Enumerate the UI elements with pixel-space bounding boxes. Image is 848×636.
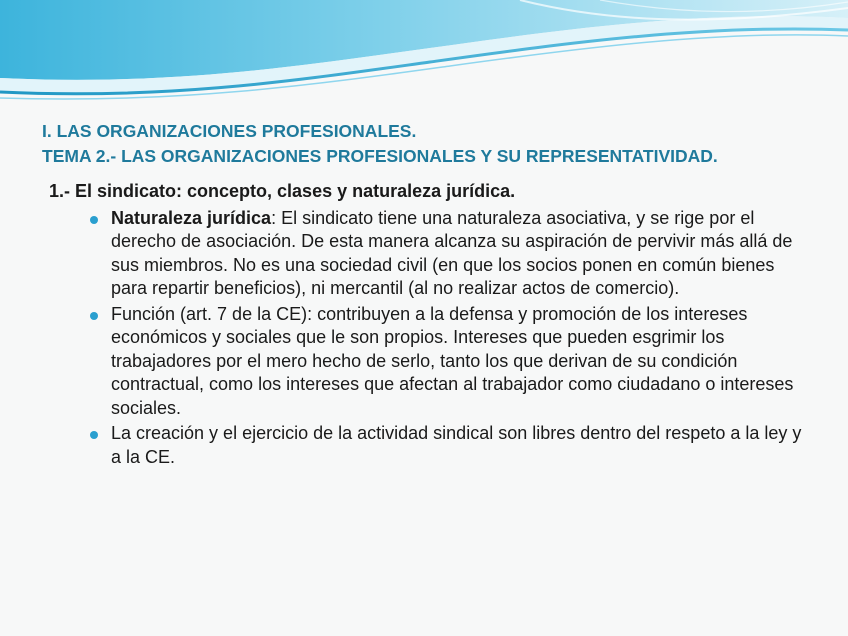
bullet-item bbox=[111, 422, 809, 469]
bullet-text: La creación y el ejercicio de la actividad sindical son libres dentro del respeto a la ley y a la CE. bbox=[111, 423, 802, 467]
bullet-text: : El sindicato tiene una naturaleza asociativa, y se rige por el derecho de asociación. De esta manera alcanza su aspiración de pervivir más allá de sus miembros. No es una sociedad civil (en que los socios ponen en común bienes para repartir beneficios), ni mercantil (al no realizar actos de comercio). bbox=[111, 207, 793, 298]
bullet-item bbox=[111, 207, 809, 301]
bullet-icon bbox=[90, 312, 98, 320]
title-line-2: TEMA 2.- LAS ORGANIZACIONES PROFESIONALES Y SU REPRESENTATIVIDAD. bbox=[42, 146, 718, 166]
section-heading: 1.- El sindicato: concepto, clases y naturaleza jurídica. bbox=[49, 181, 516, 201]
bullet-list bbox=[49, 207, 809, 470]
title-line-1: I. LAS ORGANIZACIONES PROFESIONALES. bbox=[42, 121, 417, 141]
bullet-text: Función (art. 7 de la CE): contribuyen a la defensa y promoción de los intereses económicos y sociales que le son propios. Intereses que pueden esgrimir los trabajadores por el mero hecho de serlo, tanto los que derivan de su condición contractual, como los intereses que afectan al trabajador como ciudadano o intereses sociales. bbox=[111, 303, 794, 418]
slide-title bbox=[42, 119, 832, 169]
bullet-icon bbox=[90, 431, 98, 439]
header-wave-decoration bbox=[0, 0, 848, 110]
slide-content bbox=[49, 180, 809, 471]
bullet-item bbox=[111, 303, 809, 421]
bullet-lead-text: Naturaleza jurídica bbox=[111, 207, 272, 228]
bullet-icon bbox=[90, 216, 98, 224]
